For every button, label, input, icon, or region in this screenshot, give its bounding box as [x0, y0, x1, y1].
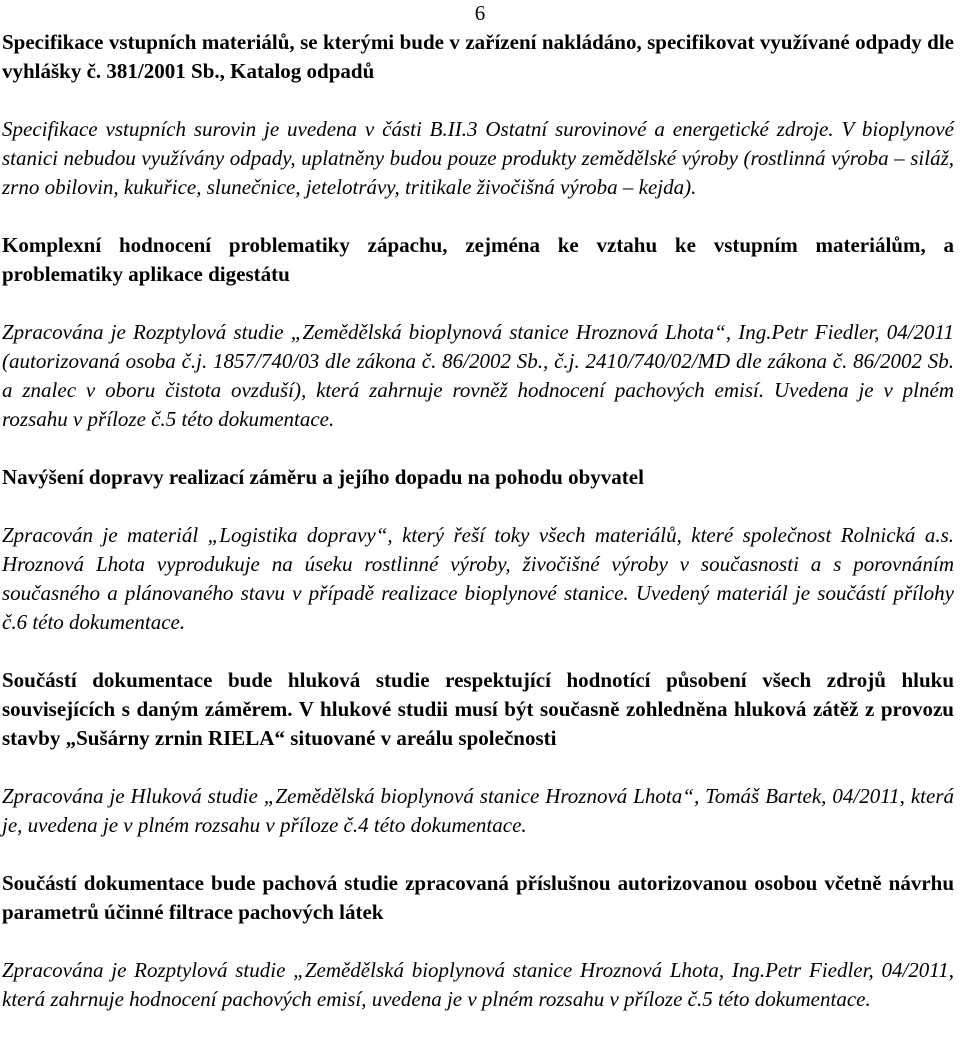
section-heading: Navýšení dopravy realizací záměru a jejího dopadu na pohodu obyvatel	[2, 465, 644, 489]
section-traffic	[2, 463, 954, 637]
section-odour	[2, 231, 954, 434]
section-text: Zpracován je materiál „Logistika dopravy“, který řeší toky všech materiálů, které společnost Rolnická a.s. Hroznová Lhota vyprodukuje na úseku rostlinné výroby, živočišné výroby v současnosti a s porovnáním současného a plánovaného stavu v případě realizace bioplynové stanice. Uvedený materiál je součástí přílohy č.6 této dokumentace.	[2, 523, 954, 634]
section-text: Zpracována je Rozptylová studie „Zemědělská bioplynová stanice Hroznová Lhota“, Ing.Petr Fiedler, 04/2011 (autorizovaná osoba č.j. 1857/740/03 dle zákona č. 86/2002 Sb., č.j. 2410/740/02/MD dle zákona č. 86/2002 Sb. a znalec v oboru čistota ovzduší), která zahrnuje rovněž hodnocení pachových emisí. Uvedena je v plném rozsahu v příloze č.5 této dokumentace.	[2, 320, 954, 431]
document-body	[2, 28, 954, 1014]
section-input-materials	[2, 28, 954, 202]
page-number: 6	[474, 1, 486, 25]
section-text: Specifikace vstupních surovin je uvedena v části B.II.3 Ostatní surovinové a energetické zdroje. V bioplynové stanici nebudou využívány odpady, uplatněny budou pouze produkty zemědělské výroby (rostlinná výroba – siláž, zrno obilovin, kukuřice, slunečnice, jetelotrávy, tritikale živočišná výroba – kejda).	[2, 117, 954, 199]
section-text: Zpracována je Hluková studie „Zemědělská bioplynová stanice Hroznová Lhota“, Tomáš Bartek, 04/2011, která je, uvedena je v plném rozsahu v příloze č.4 této dokumentace.	[2, 784, 954, 837]
section-heading: Součástí dokumentace bude pachová studie zpracovaná příslušnou autorizovanou osobou včetně návrhu parametrů účinné filtrace pachových látek	[2, 871, 954, 924]
section-odour-study	[2, 869, 954, 1014]
section-noise-study	[2, 666, 954, 840]
section-text: Zpracována je Rozptylová studie „Zemědělská bioplynová stanice Hroznová Lhota, Ing.Petr Fiedler, 04/2011, která zahrnuje hodnocení pachových emisí, uvedena je v plném rozsahu v příloze č.5 této dokumentace.	[2, 958, 954, 1011]
section-heading: Součástí dokumentace bude hluková studie respektující hodnotící působení všech zdrojů hluku souvisejících s daným záměrem. V hlukové studii musí být současně zohledněna hluková zátěž z provozu stavby „Sušárny zrnin RIELA“ situované v areálu společnosti	[2, 668, 954, 750]
section-heading: Komplexní hodnocení problematiky zápachu, zejména ke vztahu ke vstupním materiálům, a problematiky aplikace digestátu	[2, 233, 954, 286]
section-heading: Specifikace vstupních materiálů, se kterými bude v zařízení nakládáno, specifikovat využívané odpady dle vyhlášky č. 381/2001 Sb., Katalog odpadů	[2, 30, 954, 83]
